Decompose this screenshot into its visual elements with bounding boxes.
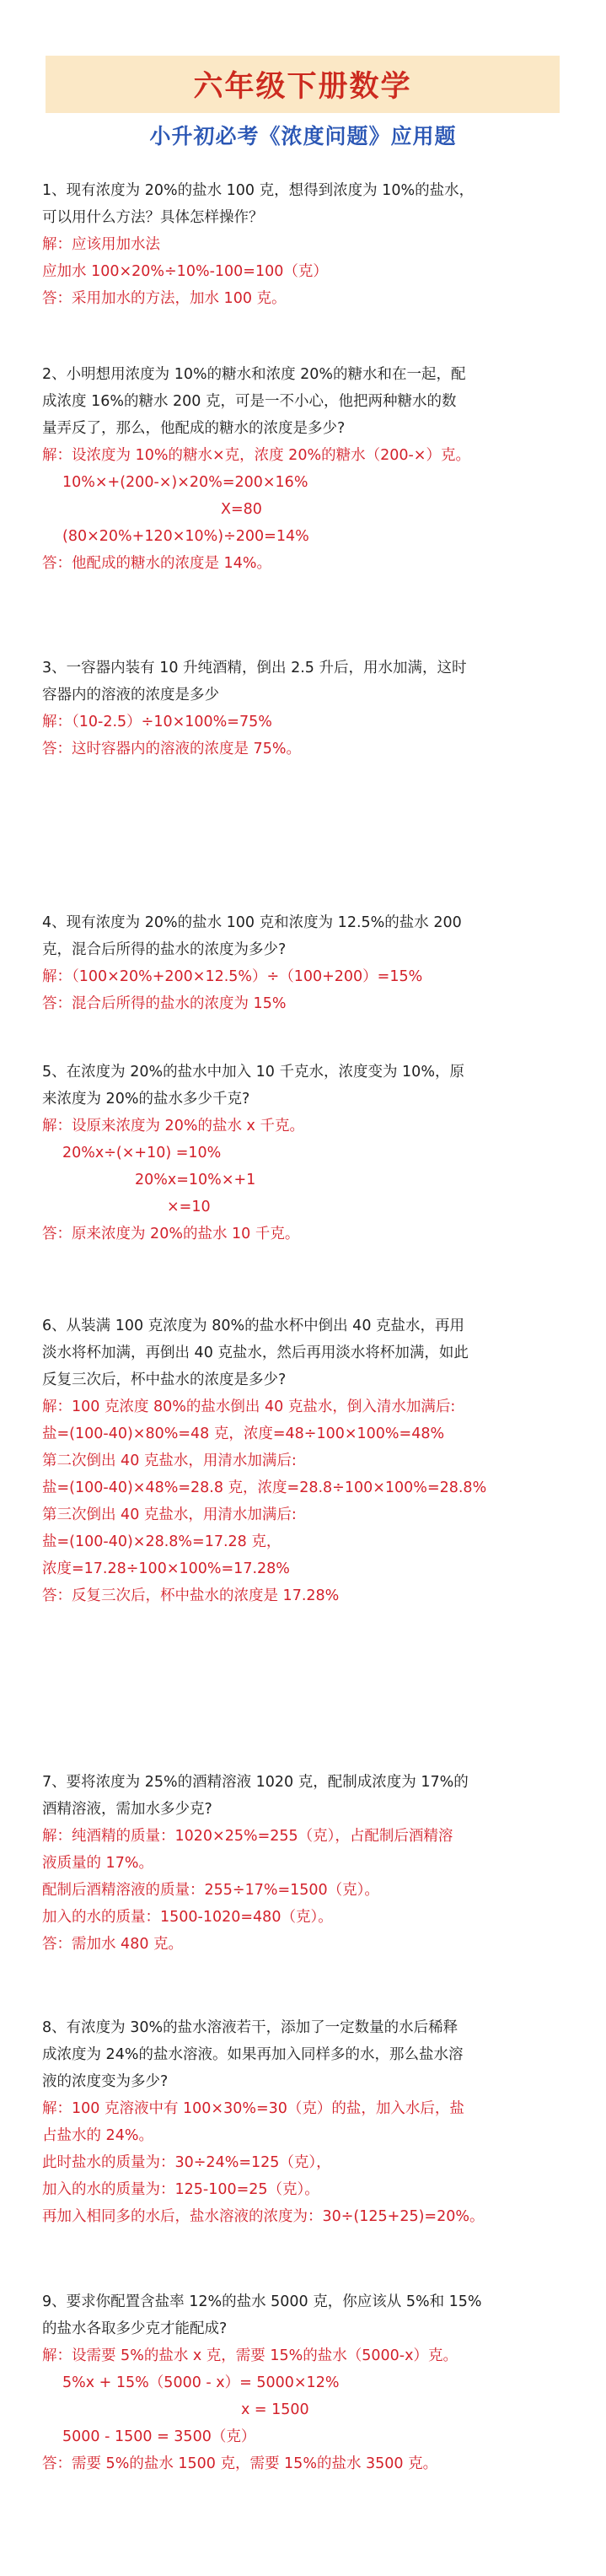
question-text: 2、小明想用浓度为 10%的糖水和浓度 20%的糖水和在一起，配 xyxy=(42,366,466,383)
question-8 xyxy=(42,2014,582,2230)
question-text: 4、现有浓度为 20%的盐水 100 克和浓度为 12.5%的盐水 200 xyxy=(42,914,462,931)
question-text: 5、在浓度为 20%的盐水中加入 10 千克水，浓度变为 10%，原 xyxy=(42,1064,464,1081)
question-6 xyxy=(42,1312,582,1609)
question-text: 7、要将浓度为 25%的酒精溶液 1020 克，配制成浓度为 17%的 xyxy=(42,1774,469,1791)
answer-line: 答：这时容器内的溶液的浓度是 75%。 xyxy=(42,741,301,757)
question-text: 成浓度 16%的糖水 200 克，可是一不小心，他把两种糖水的数 xyxy=(42,393,457,410)
answer-line: 答：需加水 480 克。 xyxy=(42,1936,184,1953)
solution-line: 解：100 克浓度 80%的盐水倒出 40 克盐水，倒入清水加满后: xyxy=(42,1398,456,1415)
solution-line: 盐=(100-40)×80%=48 克，浓度=48÷100×100%=48% xyxy=(42,1425,445,1442)
answer-line: 答：采用加水的方法，加水 100 克。 xyxy=(42,290,287,307)
answer-line: 答：反复三次后，杯中盐水的浓度是 17.28% xyxy=(42,1587,340,1604)
solution-line: x = 1500 xyxy=(241,2401,309,2418)
solution-line: 第三次倒出 40 克盐水，用清水加满后: xyxy=(42,1506,297,1523)
question-text: 克，混合后所得的盐水的浓度为多少? xyxy=(42,941,287,958)
question-text: 酒精溶液，需加水多少克? xyxy=(42,1801,212,1818)
solution-line: 配制后酒精溶液的质量：255÷17%=1500（克）。 xyxy=(42,1882,379,1899)
question-text: 8、有浓度为 30%的盐水溶液若干，添加了一定数量的水后稀释 xyxy=(42,2019,459,2036)
question-3 xyxy=(42,655,582,763)
solution-line: 加入的水的质量：1500-1020=480（克）。 xyxy=(42,1909,333,1926)
solution-line: 解：设原来浓度为 20%的盐水 x 千克。 xyxy=(42,1118,304,1134)
question-text: 6、从装满 100 克浓度为 80%的盐水杯中倒出 40 克盐水，再用 xyxy=(42,1318,465,1334)
solution-line: 应加水 100×20%÷10%-100=100（克） xyxy=(42,263,328,280)
solution-line: 解：设需要 5%的盐水 x 克，需要 15%的盐水（5000-x）克。 xyxy=(42,2347,458,2364)
solution-line: 解：纯酒精的质量：1020×25%=255（克），占配制后酒精溶 xyxy=(42,1828,453,1845)
title-banner xyxy=(46,56,560,113)
solution-line: (80×20%+120×10%)÷200=14% xyxy=(62,528,309,545)
question-7 xyxy=(42,1769,582,1958)
question-text: 来浓度为 20%的盐水多少千克? xyxy=(42,1091,250,1107)
question-2 xyxy=(42,361,582,577)
solution-line: 占盐水的 24%。 xyxy=(42,2127,153,2144)
solution-line: 解：设浓度为 10%的糖水×克，浓度 20%的糖水（200-×）克。 xyxy=(42,447,470,464)
solution-line: 盐=(100-40)×28.8%=17.28 克， xyxy=(42,1533,282,1550)
solution-line: 解：（100×20%+200×12.5%）÷（100+200）=15% xyxy=(42,968,423,985)
question-text: 淡水将杯加满，再倒出 40 克盐水，然后再用淡水将杯加满，如此 xyxy=(42,1345,469,1361)
question-text: 1、现有浓度为 20%的盐水 100 克，想得到浓度为 10%的盐水， xyxy=(42,182,475,199)
solution-line: 5000 - 1500 = 3500（克） xyxy=(62,2428,256,2445)
answer-line: 答：原来浓度为 20%的盐水 10 千克。 xyxy=(42,1226,300,1242)
solution-line: 解：应该用加水法 xyxy=(42,236,160,253)
solution-line: 再加入相同多的水后，盐水溶液的浓度为：30÷(125+25)=20%。 xyxy=(42,2208,485,2225)
answer-line: 答：他配成的糖水的浓度是 14%。 xyxy=(42,555,271,572)
question-text: 反复三次后，杯中盐水的浓度是多少? xyxy=(42,1372,287,1388)
question-5 xyxy=(42,1059,582,1248)
answer-line: 答：混合后所得的盐水的浓度为 15% xyxy=(42,995,287,1012)
page-title: 六年级下册数学 xyxy=(193,70,412,104)
question-9 xyxy=(42,2288,582,2477)
solution-line: 盐=(100-40)×48%=28.8 克，浓度=28.8÷100×100%=28.8% xyxy=(42,1479,487,1496)
question-4 xyxy=(42,909,582,1017)
question-text: 3、一容器内装有 10 升纯酒精，倒出 2.5 升后，用水加满，这时 xyxy=(42,660,467,676)
answer-line: 答：需要 5%的盐水 1500 克，需要 15%的盐水 3500 克。 xyxy=(42,2455,438,2472)
solution-line: ×=10 xyxy=(167,1199,211,1215)
solution-line: 此时盐水的质量为：30÷24%=125（克）， xyxy=(42,2154,331,2171)
question-text: 9、要求你配置含盐率 12%的盐水 5000 克，你应该从 5%和 15% xyxy=(42,2293,482,2310)
solution-line: X=80 xyxy=(221,501,262,518)
solution-line: 20%x÷(×+10) =10% xyxy=(62,1145,222,1161)
question-text: 成浓度为 24%的盐水溶液。如果再加入同样多的水，那么盐水溶 xyxy=(42,2046,464,2063)
question-text: 可以用什么方法？具体怎样操作？ xyxy=(42,209,264,226)
solution-line: 解：100 克溶液中有 100×30%=30（克）的盐，加入水后，盐 xyxy=(42,2100,464,2117)
page-subtitle: 小升初必考《浓度问题》应用题 xyxy=(149,124,457,148)
solution-line: 浓度=17.28÷100×100%=17.28% xyxy=(42,1560,290,1577)
solution-line: 10%×+(200-×)×20%=200×16% xyxy=(62,474,308,491)
solution-line: 加入的水的质量为：125-100=25（克）。 xyxy=(42,2181,319,2198)
solution-line: 解：（10-2.5）÷10×100%=75% xyxy=(42,714,272,730)
question-text: 液的浓度变为多少? xyxy=(42,2073,169,2090)
solution-line: 20%x=10%×+1 xyxy=(135,1172,256,1188)
solution-line: 液质量的 17%。 xyxy=(42,1855,153,1872)
solution-line: 5%x + 15%（5000 - x）= 5000×12% xyxy=(62,2374,340,2391)
question-text: 容器内的溶液的浓度是多少 xyxy=(42,687,219,703)
question-text: 量弄反了，那么，他配成的糖水的浓度是多少? xyxy=(42,420,346,437)
question-text: 的盐水各取多少克才能配成? xyxy=(42,2320,228,2337)
solution-line: 第二次倒出 40 克盐水，用清水加满后: xyxy=(42,1452,297,1469)
question-1 xyxy=(42,177,582,312)
